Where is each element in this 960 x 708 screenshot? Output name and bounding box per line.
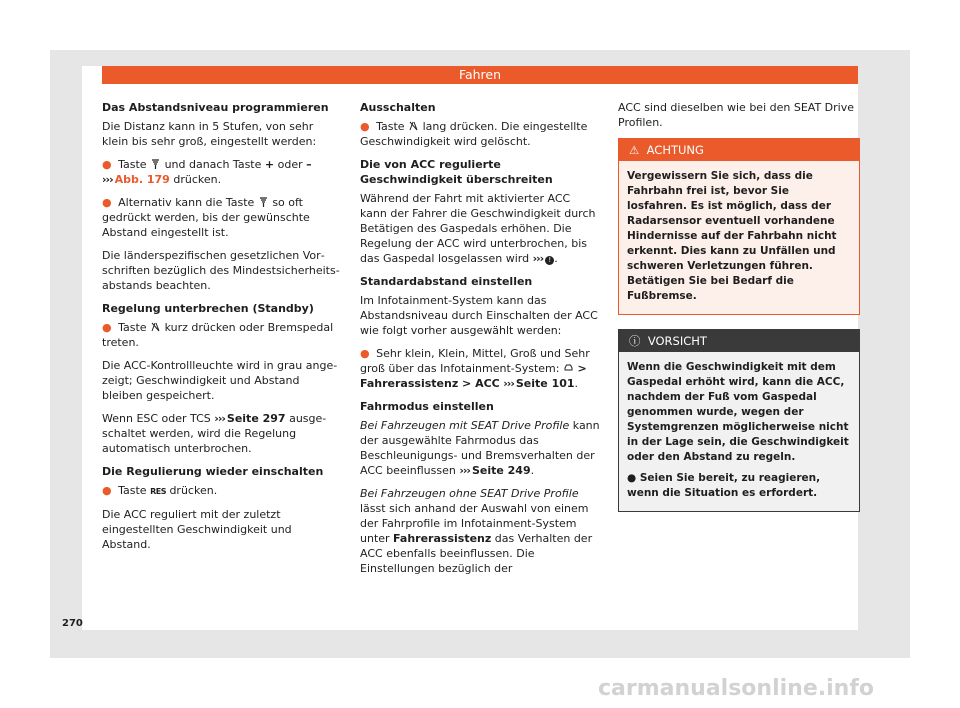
bullet-icon: ● — [102, 484, 112, 497]
paragraph: Die länderspezifischen gesetzlichen Vorschriften bezüglich des Mindestsicherheitsabstands beachten. — [102, 249, 340, 292]
bullet-icon: ● — [627, 472, 637, 484]
page-link[interactable]: Seite 249 — [471, 464, 531, 477]
distance-button-icon — [259, 197, 268, 207]
chapter-header — [102, 66, 858, 84]
heading-program-distance: Das Abstandsniveau programmieren — [102, 101, 329, 114]
distance-button-icon — [151, 159, 160, 169]
bullet-item: ● Taste lang drücken. Die eingestellte Geschwindigkeit wird gelöscht. — [360, 120, 588, 148]
res-button-icon: RES — [150, 487, 166, 496]
column-2 — [360, 100, 600, 584]
paragraph: Während der Fahrt mit aktivierter ACC kann der Fahrer die Geschwindigkeit durch Betätigen des Gaspedals erhöhen. Die Regelung der ACC wird unterbrochen, bis das Gaspedal losgelassen wird ››› ! . — [360, 192, 596, 265]
column-1 — [102, 100, 342, 560]
bullet-icon: ● — [360, 120, 370, 133]
heading-drive-mode: Fahrmodus einstellen — [360, 400, 494, 413]
paragraph: Die ACC-Kontrollleuchte wird in grau angezeigt; Geschwindigkeit und Abstand bleiben gespeichert. — [102, 359, 338, 402]
reference-arrows-icon: ››› — [532, 252, 544, 265]
warning-ref-icon[interactable]: ! — [545, 256, 554, 265]
warning-body: Vergewissern Sie sich, dass die Fahrbahn frei ist, bevor Sie losfahren. Es ist möglich, dass der Radarsensor eventuell vorhandene Hindernisse auf der Fahrbahn nicht erkennt. Dies kann zu Unfällen und schweren Verletzungen führen. Betätigen Sie bei Bedarf die Fußbremse. — [627, 170, 837, 302]
acc-off-button-icon — [151, 322, 160, 332]
figure-link[interactable]: Abb. 179 — [114, 173, 170, 186]
bullet-icon: ● — [102, 158, 112, 171]
reference-arrows-icon: ››› — [459, 464, 470, 477]
acc-off-button-icon — [409, 121, 418, 131]
caution-body: Wenn die Geschwindigkeit mit dem Gaspedal erhöht wird, kann die ACC, nachdem der Fuß vom Gaspedal genommen wurde, wegen der Systemgrenzen möglicherweise nicht in der Lage sein, die Geschwindigkeit oder den Abstand zu regeln. ● Seien Sie bereit, zu reagieren, wenn die Situation es erfordert. — [619, 352, 859, 511]
caution-header: ⓘ VORSICHT — [619, 330, 859, 352]
bullet-item: ● Alternativ kann die Taste so oft gedrückt werden, bis der gewünschte Abstand eingestellt ist. — [102, 196, 310, 239]
caution-box — [618, 329, 860, 512]
reference-arrows-icon: ››› — [503, 377, 514, 390]
bullet-item: ● Taste RES drücken. — [102, 484, 218, 497]
heading-standard-distance: Standardabstand einstellen — [360, 275, 533, 288]
bullet-icon: ● — [360, 347, 370, 360]
bullet-item: ● Taste und danach Taste + oder – ››› Abb. 179 drücken. — [102, 158, 312, 186]
watermark: carmanualsonline.info — [598, 676, 874, 701]
bullet-icon: ● — [102, 321, 112, 334]
warning-header: ⚠ ACHTUNG — [619, 139, 859, 161]
bullet-item: ● Seien Sie bereit, zu reagieren, wenn die Situation es erfordert. — [627, 472, 821, 499]
page-link[interactable]: Seite 101 — [515, 377, 575, 390]
heading-exceed-speed: Die von ACC regulierte Geschwindigkeit überschreiten — [360, 158, 553, 186]
paragraph: Bei Fahrzeugen ohne SEAT Drive Profile lässt sich anhand der Auswahl von einem der Fahrprofile im Infotainment-System unter Fahrerassistenz das Verhalten der ACC ebenfalls beeinflussen. Die Einstellungen bezüglich der — [360, 487, 593, 575]
bullet-item: ● Taste kurz drücken oder Bremspedal treten. — [102, 321, 334, 349]
paragraph: Die Distanz kann in 5 Stufen, von sehr klein bis sehr groß, eingestellt werden: — [102, 120, 317, 148]
paragraph: ACC sind dieselben wie bei den SEAT Drive Profilen. — [618, 101, 854, 129]
chapter-title: Fahren — [458, 67, 502, 82]
info-circle-icon: ⓘ — [629, 334, 641, 348]
warning-triangle-icon: ⚠ — [629, 143, 640, 157]
bullet-icon: ● — [102, 196, 112, 209]
paragraph: Die ACC reguliert mit der zuletzt eingestellten Geschwindigkeit und Abstand. — [102, 508, 292, 551]
reference-arrows-icon: ››› — [102, 173, 113, 186]
bullet-item: ● Sehr klein, Klein, Mittel, Groß und Sehr groß über das Infotainment-System: > Fahrerassistenz > ACC ››› Seite 101. — [360, 347, 590, 390]
car-menu-icon — [564, 363, 573, 373]
paragraph: Wenn ESC oder TCS ››› Seite 297 ausgeschaltet werden, wird die Regelung automatisch unterbrochen. — [102, 412, 327, 455]
heading-standby: Regelung unterbrechen (Standby) — [102, 302, 314, 315]
paragraph: Bei Fahrzeugen mit SEAT Drive Profile kann der ausgewählte Fahrmodus das Beschleunigungs- und Bremsverhalten der ACC beeinflussen ››› Seite 249. — [360, 419, 600, 477]
column-3 — [618, 100, 860, 512]
heading-switch-off: Ausschalten — [360, 101, 436, 114]
heading-resume: Die Regulierung wieder einschalten — [102, 465, 324, 478]
reference-arrows-icon: ››› — [214, 412, 225, 425]
page-link[interactable]: Seite 297 — [226, 412, 286, 425]
warning-box — [618, 138, 860, 315]
paragraph: Im Infotainment-System kann das Abstandsniveau durch Einschalten der ACC wie folgt vorher ausgewählt werden: — [360, 294, 598, 337]
page-number: 270 — [62, 618, 83, 629]
